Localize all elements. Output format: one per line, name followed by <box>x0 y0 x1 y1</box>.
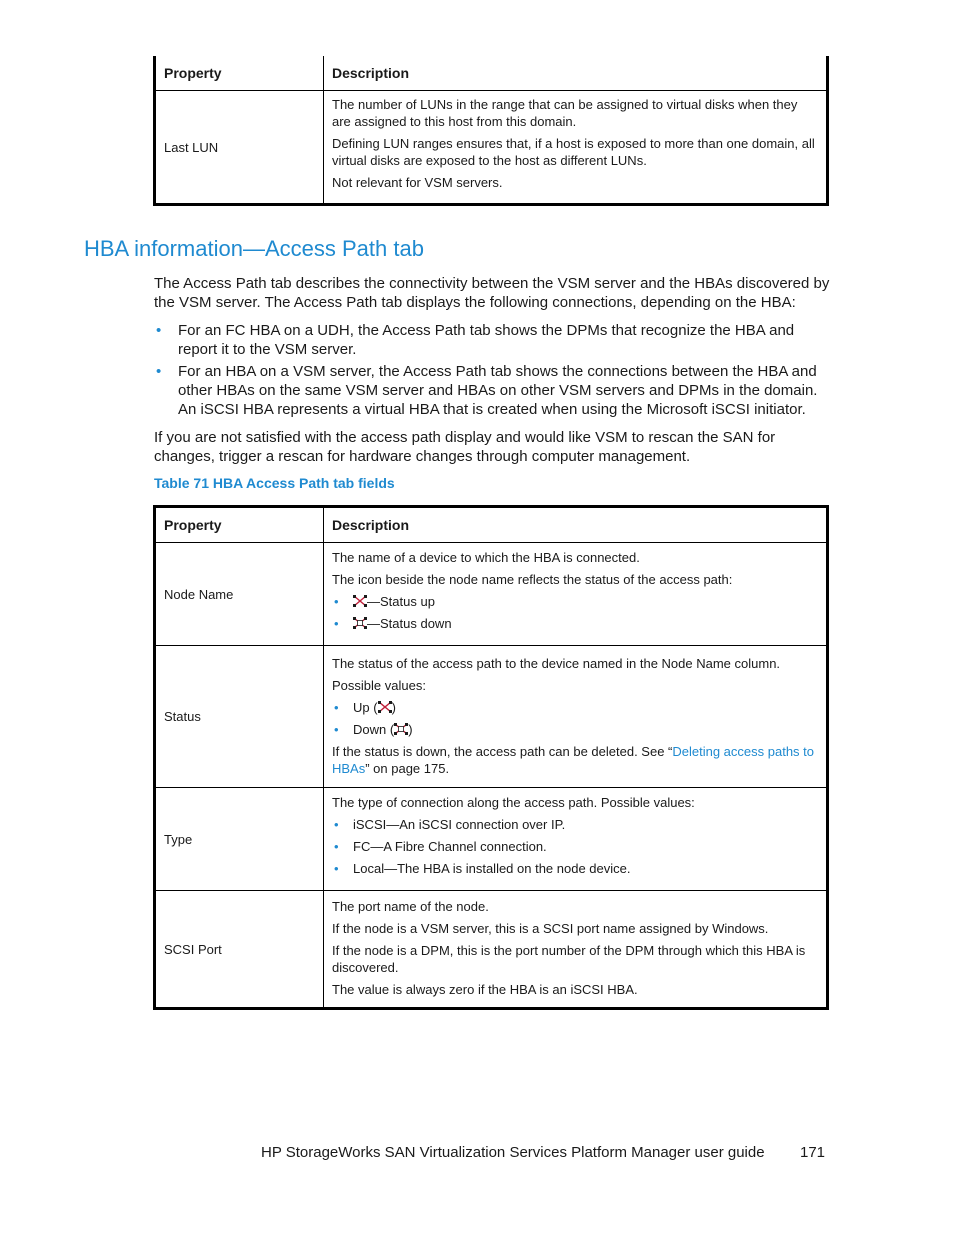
list-item: • Local—The HBA is installed on the node device. <box>332 860 818 877</box>
property-cell: Status <box>155 646 324 788</box>
description-text: Defining LUN ranges ensures that, if a host is exposed to more than one domain, all virtual disks are exposed to the host as different LUNs. <box>332 136 815 168</box>
access-path-fields-table <box>153 505 829 1010</box>
status-icon-list <box>332 593 818 632</box>
table-row <box>155 891 828 1009</box>
description-text: The value is always zero if the HBA is an iSCSI HBA. <box>332 982 638 997</box>
property-cell: Last LUN <box>155 91 324 205</box>
see-reference-prefix: If the status is down, the access path can be deleted. See “ <box>332 743 673 759</box>
description-text: The name of a device to which the HBA is connected. <box>332 550 640 565</box>
description-text <box>332 743 818 777</box>
access-path-down-icon <box>353 617 367 629</box>
section-body <box>154 274 830 466</box>
access-path-up-icon <box>378 701 392 713</box>
header-description: Description <box>324 507 828 543</box>
property-cell: Node Name <box>155 543 324 646</box>
access-path-down-icon <box>394 723 408 735</box>
page-number: 171 <box>800 1144 826 1161</box>
list-item <box>332 615 818 632</box>
header-property: Property <box>155 56 324 91</box>
description-text: The port name of the node. <box>332 899 489 914</box>
table-caption: Table 71 HBA Access Path tab fields <box>154 475 395 491</box>
down-label: Down ( <box>353 721 395 737</box>
description-cell <box>324 646 828 788</box>
description-text: If the node is a VSM server, this is a SCSI port name assigned by Windows. <box>332 921 769 936</box>
status-down-text: —Status down <box>367 616 452 631</box>
close-paren: ) <box>391 699 396 715</box>
description-text: The type of connection along the access path. Possible values: <box>332 795 695 810</box>
status-values-list <box>332 699 818 738</box>
footer-title: HP StorageWorks SAN Virtualization Services Platform Manager user guide <box>261 1144 765 1161</box>
table-row <box>155 646 828 788</box>
up-label: Up ( <box>353 699 378 715</box>
description-text: The status of the access path to the device named in the Node Name column. <box>332 655 781 671</box>
description-cell <box>324 891 828 1009</box>
property-cell: SCSI Port <box>155 891 324 1009</box>
table-row <box>155 91 828 205</box>
table-row <box>155 788 828 891</box>
description-text: Not relevant for VSM servers. <box>332 175 503 190</box>
list-item: • For an HBA on a VSM server, the Access Path tab shows the connections between the HBA and other HBAs on the same VSM server and HBAs on other VSM servers and DPMs in the domain. An iSCSI HBA represents a virtual HBA that is created when using the Microsoft iSCSI initiator. <box>154 362 830 419</box>
header-description: Description <box>324 56 828 91</box>
see-reference-suffix: ” on page 175. <box>365 760 450 776</box>
list-item <box>332 593 818 610</box>
section-heading: HBA information—Access Path tab <box>84 236 424 261</box>
list-item: • FC—A Fibre Channel connection. <box>332 838 818 855</box>
intro-paragraph: The Access Path tab describes the connectivity between the VSM server and the HBAs discovered by the VSM server. The Access Path tab displays the following connections, depending on the HBA: <box>154 275 830 311</box>
description-text: Possible values: <box>332 677 426 693</box>
description-text: The icon beside the node name reflects the status of the access path: <box>332 572 733 587</box>
description-cell <box>324 788 828 891</box>
deleting-access-paths-link[interactable]: Deleting access paths to HBAs <box>332 743 815 776</box>
description-text: The number of LUNs in the range that can be assigned to virtual disks when they are assigned to this host from this domain. <box>332 97 798 129</box>
status-up-text: —Status up <box>367 594 435 609</box>
description-cell <box>324 543 828 646</box>
access-path-up-icon <box>353 595 367 607</box>
table-header-row <box>155 56 828 91</box>
property-cell: Type <box>155 788 324 891</box>
header-property: Property <box>155 507 324 543</box>
description-text: If the node is a DPM, this is the port number of the DPM through which this HBA is discovered. <box>332 943 806 975</box>
table-header-row <box>155 507 828 543</box>
list-item <box>332 721 818 738</box>
last-lun-table <box>153 56 829 206</box>
list-item: • iSCSI—An iSCSI connection over IP. <box>332 816 818 833</box>
description-cell <box>324 91 828 205</box>
type-values-list <box>332 816 818 877</box>
list-item: • For an FC HBA on a UDH, the Access Path tab shows the DPMs that recognize the HBA and report it to the VSM server. <box>154 321 830 359</box>
connection-list <box>154 321 830 419</box>
close-paren: ) <box>408 721 413 737</box>
list-item <box>332 699 818 716</box>
rescan-paragraph: If you are not satisfied with the access path display and would like VSM to rescan the SAN for changes, trigger a rescan for hardware changes through computer management. <box>154 429 776 465</box>
table-row <box>155 543 828 646</box>
